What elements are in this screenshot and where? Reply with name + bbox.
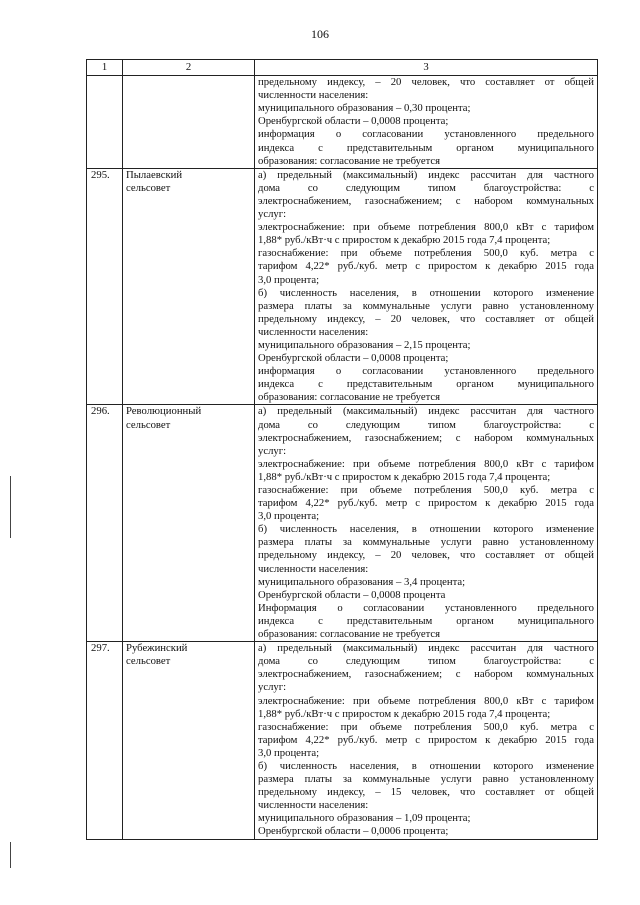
description-line: Информация о согласовании установленного предельного	[258, 601, 594, 614]
description-line: 3,0 процента;	[258, 510, 320, 523]
description-line: предельному индексу, – 15 человек, что составляет от общей	[258, 786, 594, 799]
description-line: образования: согласование не требуется	[258, 628, 441, 641]
description-line: дома со следующим типом благоустройства: с	[258, 418, 594, 431]
description-line: электроснабжением, газоснабжением; с набором коммунальных	[258, 194, 594, 207]
description-line: б) численность населения, в отношении которого изменение	[258, 759, 594, 772]
description-line: газоснабжение: при объеме потребления 500,0 куб. метра с	[258, 247, 594, 260]
description-line: 3,0 процента;	[258, 746, 320, 759]
index-description	[255, 168, 598, 405]
description-line: образования: согласование не требуется	[258, 391, 441, 404]
description-line: размера платы за коммунальные услуги равно установленному	[258, 773, 594, 786]
description-line: дома со следующим типом благоустройства: с	[258, 655, 594, 668]
description-line: 1,88* руб./кВт·ч с приростом к декабрю 2015 года 7,4 процента;	[258, 470, 551, 483]
row-number: 296.	[87, 405, 123, 642]
description-line: 1,88* руб./кВт·ч с приростом к декабрю 2015 года 7,4 процента;	[258, 234, 551, 247]
description-line: а) предельный (максимальный) индекс рассчитан для частного	[258, 168, 594, 181]
row-number: 295.	[87, 168, 123, 405]
description-line: электроснабжением, газоснабжением; с набором коммунальных	[258, 431, 594, 444]
description-line: размера платы за коммунальные услуги равно установленному	[258, 536, 594, 549]
table-row	[87, 405, 598, 642]
table-row	[87, 76, 598, 169]
description-line: Оренбургской области – 0,0008 процента;	[258, 352, 449, 365]
description-line: индекса с представительным органом муниципального	[258, 378, 594, 391]
description-line: численности населения:	[258, 89, 369, 102]
municipality-name-line: Рубежинский	[126, 642, 188, 655]
header-col-2: 2	[123, 60, 255, 76]
description-line: услуг:	[258, 208, 287, 221]
description-line: образования: согласование не требуется	[258, 154, 441, 167]
description-line: 1,88* руб./кВт·ч с приростом к декабрю 2015 года 7,4 процента;	[258, 707, 551, 720]
header-col-3: 3	[255, 60, 598, 76]
table-row	[87, 642, 598, 839]
description-line: муниципального образования – 2,15 процента;	[258, 338, 471, 351]
index-description	[255, 405, 598, 642]
description-line: предельному индексу, – 20 человек, что составляет от общей	[258, 312, 594, 325]
description-line: муниципального образования – 3,4 процента;	[258, 575, 466, 588]
municipality-name-line: сельсовет	[126, 655, 171, 668]
index-description	[255, 76, 598, 169]
municipality-name-line: Пылаевский	[126, 168, 183, 181]
description-line: тарифом 4,22* руб./куб. метр с приростом к декабрю 2015 года	[258, 497, 594, 510]
municipality-name	[123, 168, 255, 405]
description-line: муниципального образования – 0,30 процента;	[258, 102, 471, 115]
description-line: Оренбургской области – 0,0006 процента;	[258, 825, 449, 838]
description-line: предельному индексу, – 20 человек, что составляет от общей	[258, 549, 594, 562]
description-line: дома со следующим типом благоустройства: с	[258, 181, 594, 194]
description-line: индекса с представительным органом муниципального	[258, 614, 594, 627]
description-line: Оренбургской области – 0,0008 процента	[258, 588, 446, 601]
header-col-1: 1	[87, 60, 123, 76]
description-line: б) численность населения, в отношении которого изменение	[258, 286, 594, 299]
table-body	[87, 76, 598, 839]
municipality-name	[123, 405, 255, 642]
municipality-name-line: Революционный	[126, 405, 202, 418]
description-line: а) предельный (максимальный) индекс рассчитан для частного	[258, 642, 594, 655]
description-line: электроснабжением, газоснабжением; с набором коммунальных	[258, 668, 594, 681]
description-line: электроснабжение: при объеме потребления 800,0 кВт с тарифом	[258, 457, 594, 470]
municipality-name	[123, 642, 255, 839]
description-line: 3,0 процента;	[258, 273, 320, 286]
row-number: 297.	[87, 642, 123, 839]
description-line: газоснабжение: при объеме потребления 500,0 куб. метра с	[258, 484, 594, 496]
description-line: муниципального образования – 1,09 процента;	[258, 812, 471, 825]
description-line: размера платы за коммунальные услуги равно установленному	[258, 299, 594, 312]
description-line: а) предельный (максимальный) индекс рассчитан для частного	[258, 405, 594, 418]
description-line: индекса с представительным органом муниципального	[258, 141, 594, 154]
municipality-name	[123, 76, 255, 169]
description-line: электроснабжение: при объеме потребления 800,0 кВт с тарифом	[258, 221, 594, 234]
index-description	[255, 642, 598, 839]
description-line: услуг:	[258, 681, 287, 694]
table-row	[87, 168, 598, 405]
description-line: Оренбургской области – 0,0008 процента;	[258, 115, 449, 128]
description-line: численности населения:	[258, 562, 369, 575]
page-number: 106	[311, 27, 329, 41]
row-number	[87, 76, 123, 169]
description-line: газоснабжение: при объеме потребления 500,0 куб. метра с	[258, 720, 594, 733]
description-line: тарифом 4,22* руб./куб. метр с приростом к декабрю 2015 года	[258, 260, 594, 273]
description-line: численности населения:	[258, 799, 369, 812]
table-header-row	[87, 60, 598, 76]
scan-margin-mark	[10, 476, 11, 538]
description-line: информация о согласовании установленного предельного	[258, 128, 594, 141]
description-line: информация о согласовании установленного предельного	[258, 365, 594, 378]
municipality-name-line: сельсовет	[126, 181, 171, 194]
description-line: предельному индексу, – 20 человек, что составляет от общей	[258, 76, 594, 89]
description-line: тарифом 4,22* руб./куб. метр с приростом к декабрю 2015 года	[258, 733, 594, 746]
description-line: численности населения:	[258, 325, 369, 338]
document-table	[86, 59, 598, 840]
description-line: б) численность населения, в отношении которого изменение	[258, 523, 594, 536]
description-line: услуг:	[258, 444, 287, 457]
description-line: электроснабжение: при объеме потребления 800,0 кВт с тарифом	[258, 694, 594, 707]
municipality-name-line: сельсовет	[126, 418, 171, 431]
scan-margin-mark	[10, 842, 11, 868]
